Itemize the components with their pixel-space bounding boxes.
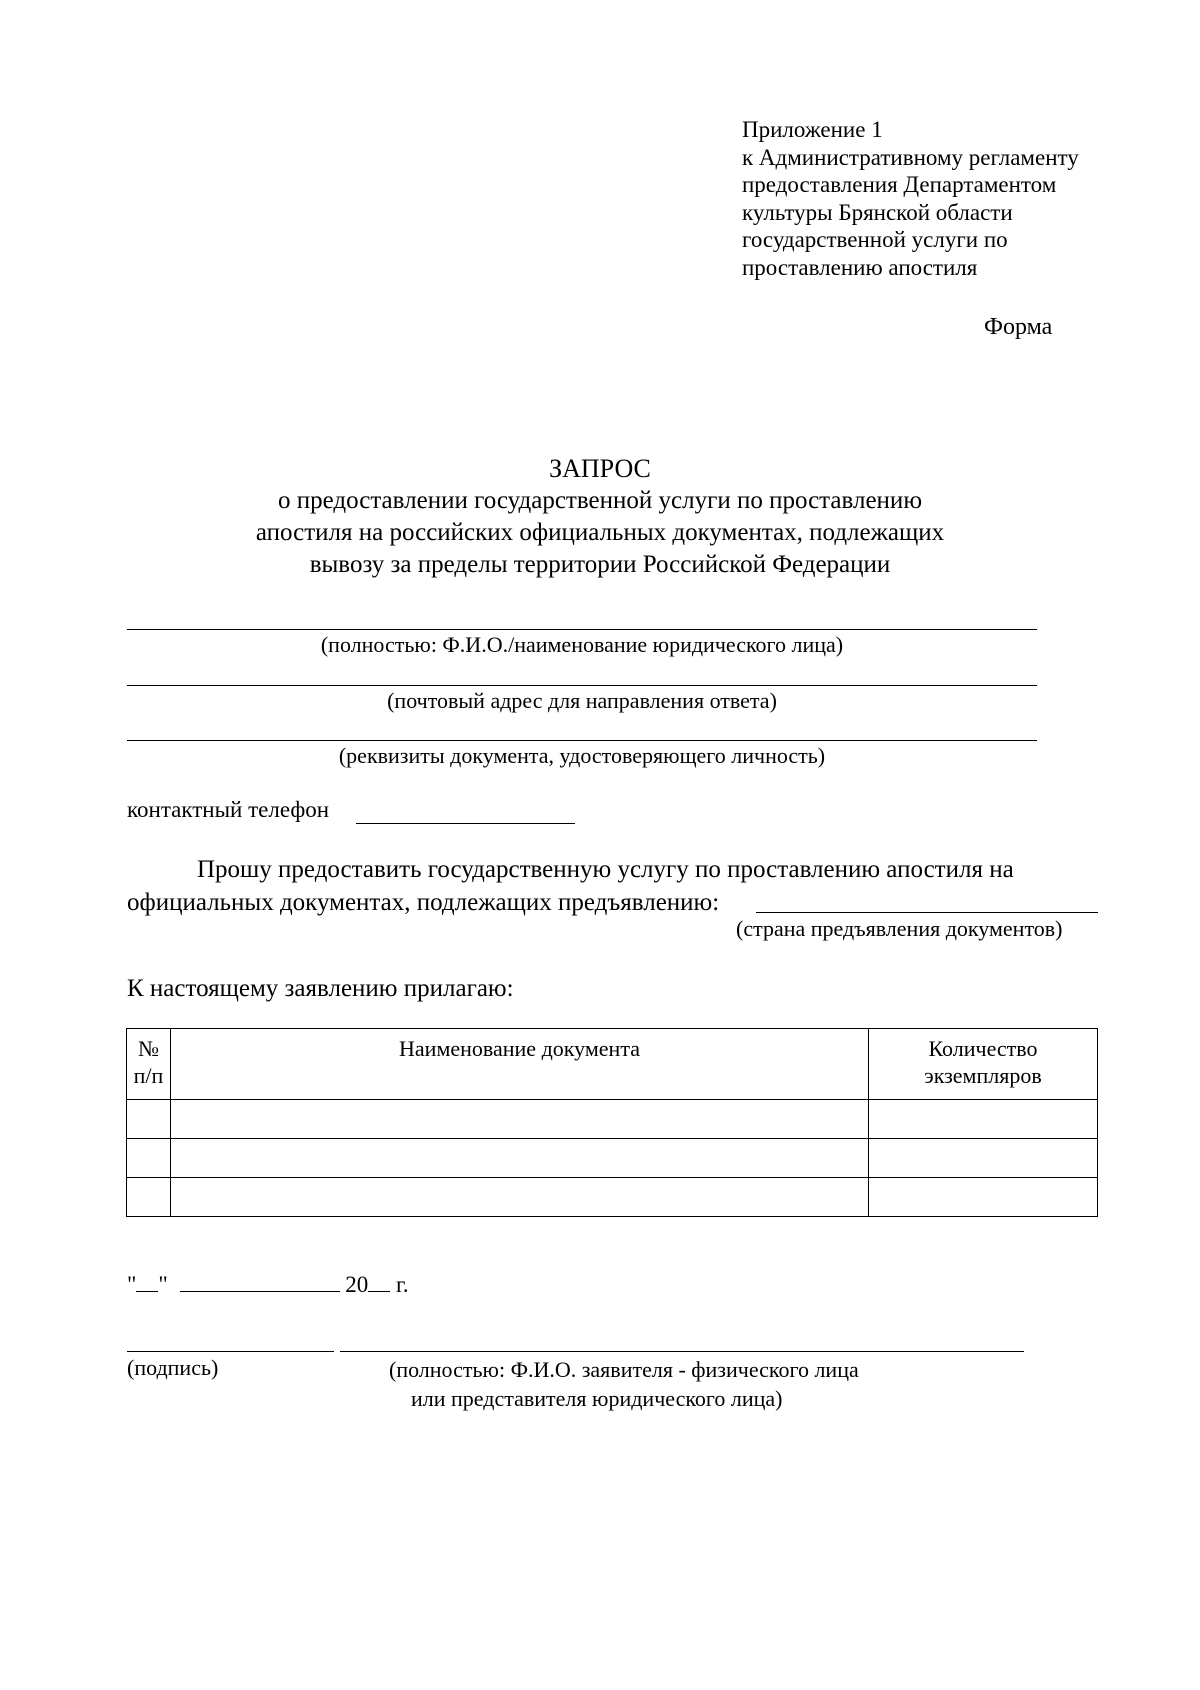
id-document-line[interactable] xyxy=(127,740,1037,741)
applicant-name-caption: (полностью: Ф.И.О./наименование юридического лица) xyxy=(320,632,844,657)
year-prefix: 20 xyxy=(345,1272,369,1297)
document-title xyxy=(0,453,1200,581)
country-caption: (страна предъявления документов) xyxy=(736,916,1063,941)
header-quantity-line: экземпляров xyxy=(924,1063,1042,1088)
fullname-caption-line: (полностью: Ф.И.О. заявителя - физического лица xyxy=(389,1357,859,1382)
header-number-line: п/п xyxy=(133,1063,164,1088)
header-number-line: № xyxy=(138,1036,159,1061)
date-quote-close: " xyxy=(158,1272,168,1297)
postal-address-caption: (почтовый адрес для направления ответа) xyxy=(387,688,777,713)
date-quote-open: " xyxy=(127,1272,137,1297)
request-line: официальных документах, подлежащих предъявлению: xyxy=(127,889,720,916)
form-label: Форма xyxy=(984,314,1053,340)
table-cell[interactable] xyxy=(869,1139,1098,1178)
phone-label: контактный телефон xyxy=(127,797,330,822)
year-blank[interactable] xyxy=(368,1291,390,1292)
table-cell[interactable] xyxy=(127,1178,171,1217)
country-line[interactable] xyxy=(756,912,1098,913)
attachments-table xyxy=(126,1028,1098,1217)
appendix-line: государственной услуги по xyxy=(742,227,1008,252)
table-cell[interactable] xyxy=(869,1178,1098,1217)
year-suffix: г. xyxy=(396,1272,409,1297)
table-row xyxy=(127,1100,1098,1139)
title-line: апостиля на российских официальных документах, подлежащих xyxy=(255,519,945,546)
appendix-line: культуры Брянской области xyxy=(742,199,1013,225)
phone-line[interactable] xyxy=(356,823,575,824)
title-line: о предоставлении государственной услуги по проставлению xyxy=(277,487,922,514)
signature-caption: (подпись) xyxy=(127,1355,219,1380)
attachments-label: К настоящему заявлению прилагаю: xyxy=(127,975,514,1002)
table-row xyxy=(127,1139,1098,1178)
table-cell[interactable] xyxy=(171,1100,869,1139)
appendix-block xyxy=(742,116,1079,281)
table-header-row xyxy=(127,1029,1098,1100)
applicant-fullname-line[interactable] xyxy=(340,1351,1024,1352)
header-number xyxy=(127,1029,171,1100)
table-cell[interactable] xyxy=(171,1139,869,1178)
header-document-name: Наименование документа xyxy=(171,1029,869,1100)
appendix-line: предоставления Департаментом xyxy=(742,172,1057,197)
request-line: Прошу предоставить государственную услугу по проставлению апостиля на xyxy=(197,856,1014,883)
title-line: вывозу за пределы территории Российской Федерации xyxy=(309,551,891,578)
fullname-caption-line: или представителя юридического лица) xyxy=(411,1386,783,1411)
request-paragraph xyxy=(127,853,1014,919)
table-cell[interactable] xyxy=(171,1178,869,1217)
date-line xyxy=(127,1272,409,1298)
appendix-line: к Административному регламенту xyxy=(742,144,1079,170)
postal-address-line[interactable] xyxy=(127,685,1037,686)
month-blank[interactable] xyxy=(180,1291,340,1292)
header-quantity-line: Количество xyxy=(928,1036,1038,1061)
title-main: ЗАПРОС xyxy=(549,454,651,483)
signature-line[interactable] xyxy=(127,1351,334,1352)
applicant-name-line[interactable] xyxy=(127,629,1037,630)
id-document-caption: (реквизиты документа, удостоверяющего личность) xyxy=(338,743,826,768)
table-row xyxy=(127,1178,1098,1217)
table-cell[interactable] xyxy=(127,1100,171,1139)
appendix-line: проставлению апостиля xyxy=(742,254,978,280)
table-cell[interactable] xyxy=(869,1100,1098,1139)
table-cell[interactable] xyxy=(127,1139,171,1178)
header-quantity xyxy=(869,1029,1098,1100)
appendix-line: Приложение 1 xyxy=(742,117,883,142)
day-blank[interactable] xyxy=(136,1291,158,1292)
fullname-caption xyxy=(389,1355,859,1413)
